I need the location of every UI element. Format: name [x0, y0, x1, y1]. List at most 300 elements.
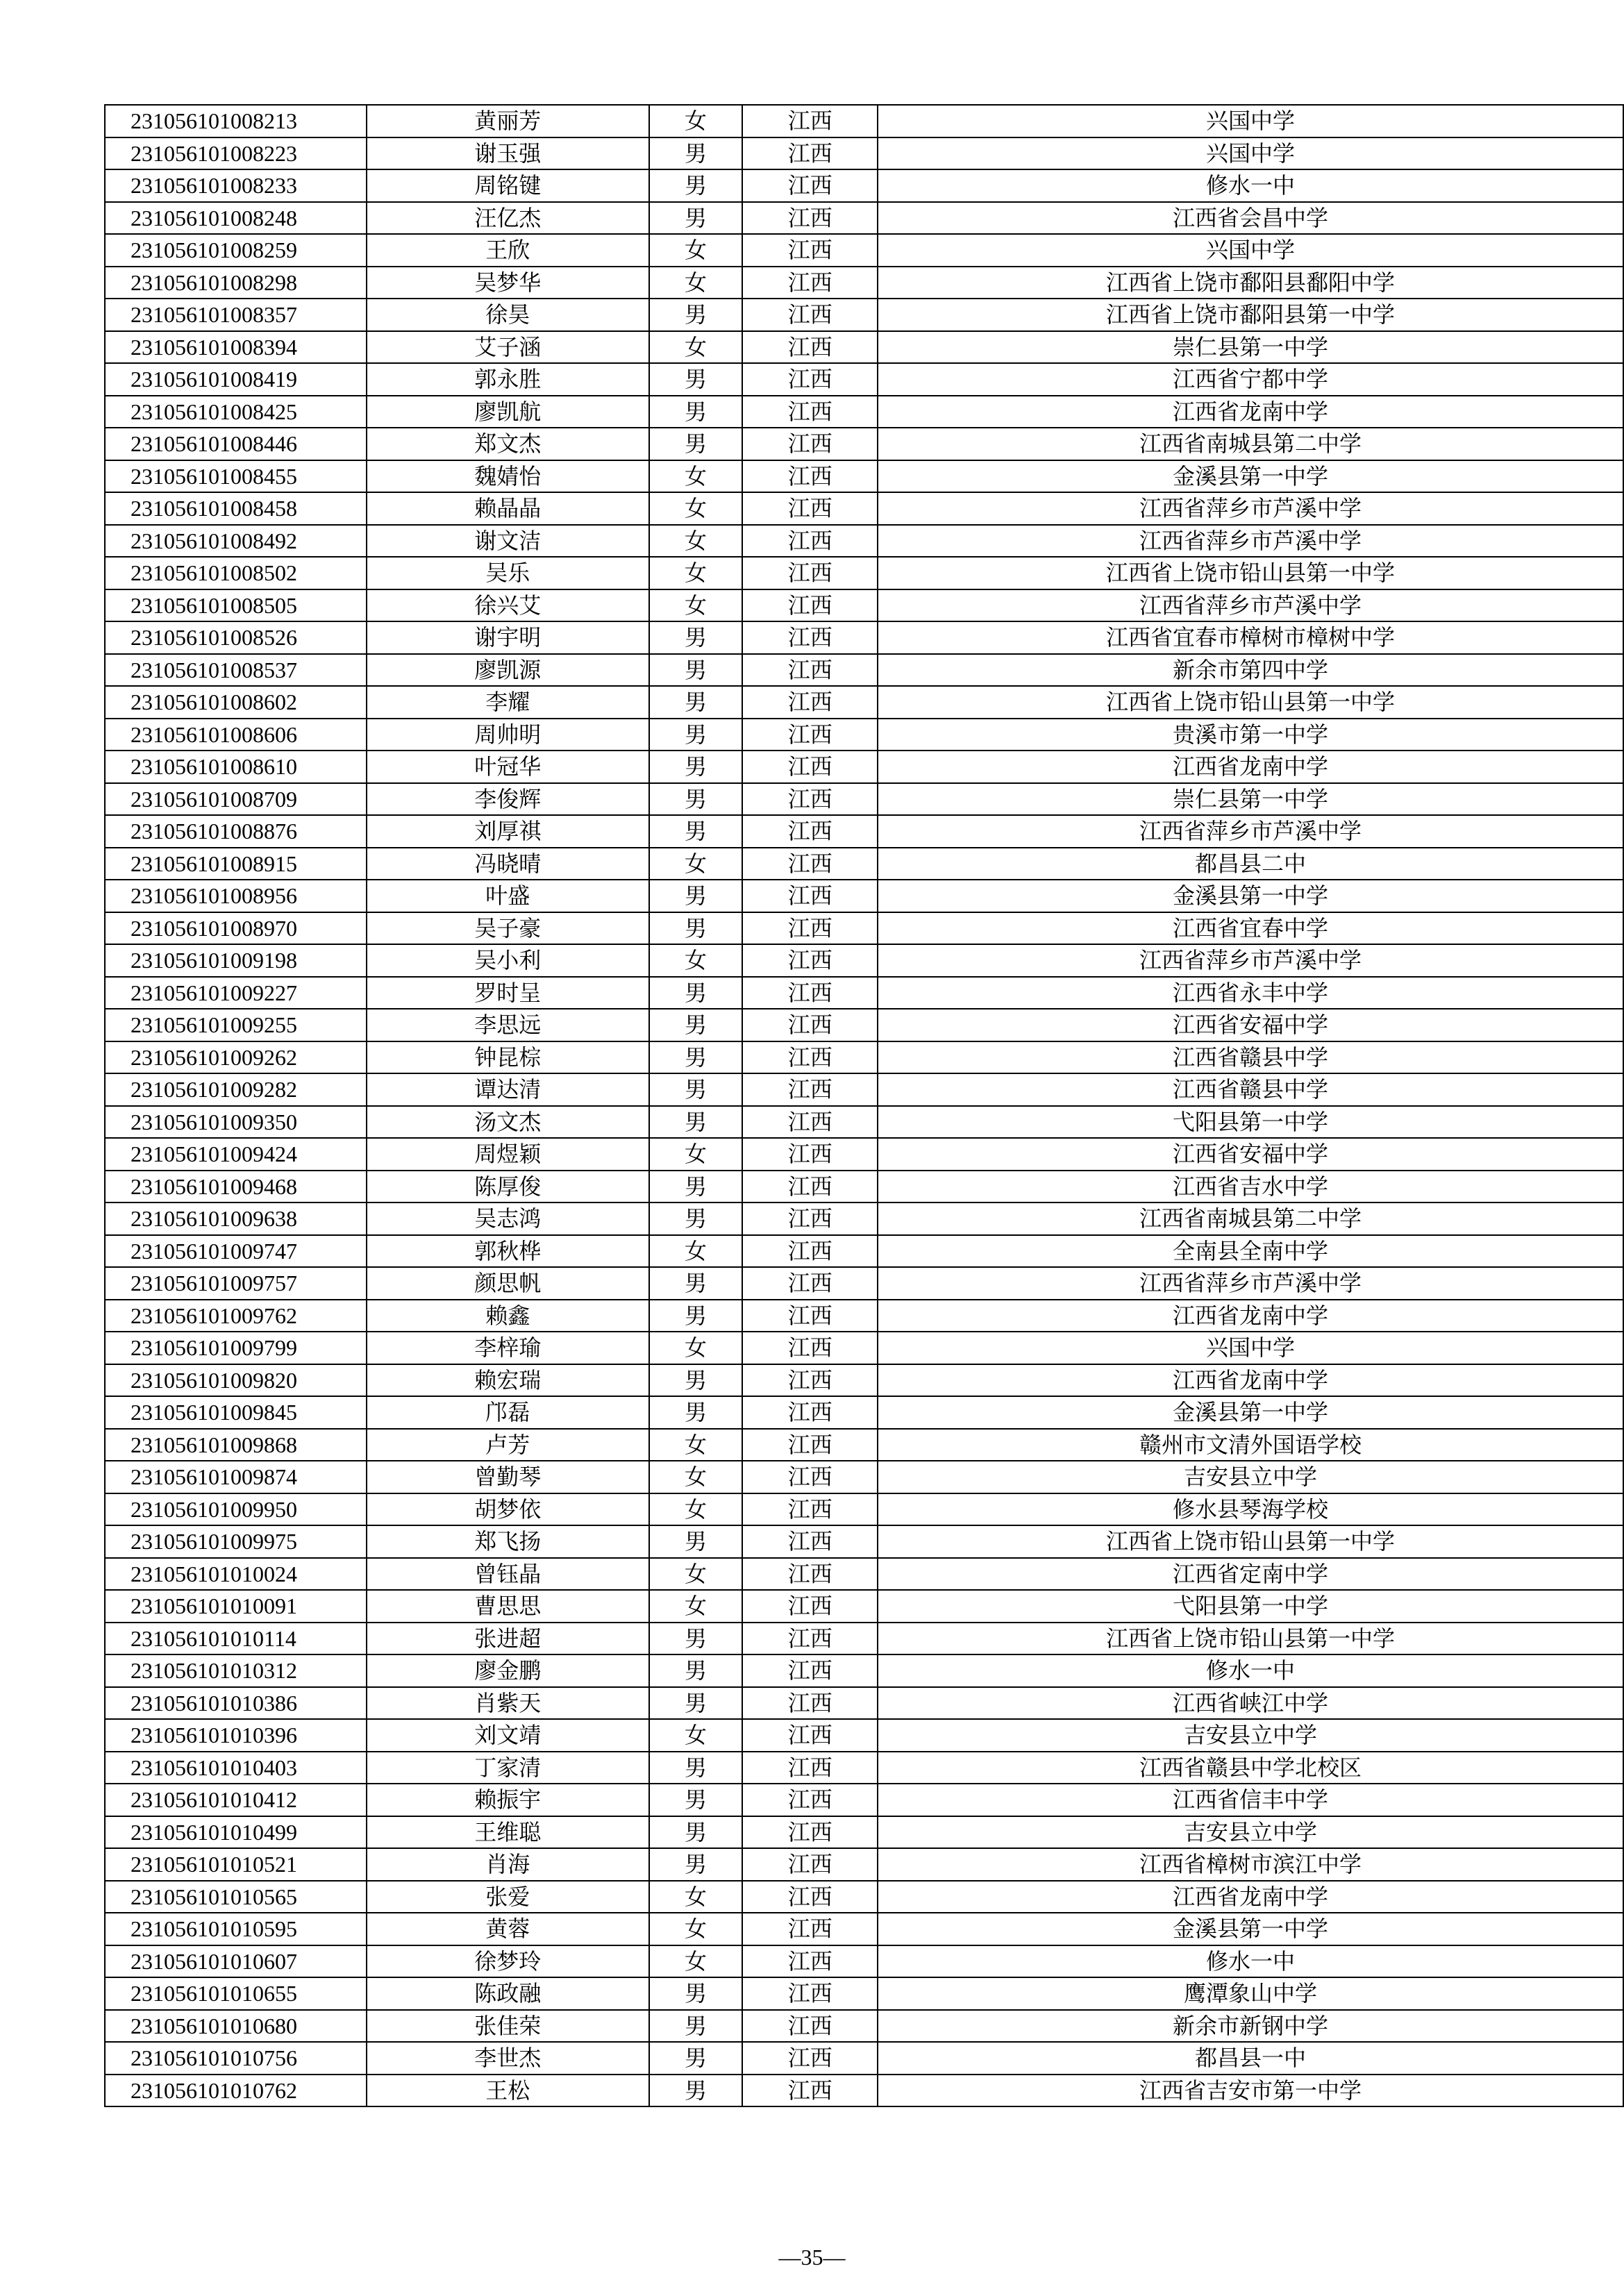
- gender-cell: 男: [649, 1977, 743, 2010]
- school-cell: 江西省赣县中学北校区: [878, 1752, 1623, 1784]
- province-cell: 江西: [742, 1429, 878, 1461]
- table-row: [105, 848, 1623, 880]
- name-cell: 吴梦华: [367, 267, 649, 299]
- school-cell: 吉安县立中学: [878, 1816, 1623, 1849]
- gender-cell: 男: [649, 1752, 743, 1784]
- exam-number-cell: 231056101008213: [105, 105, 367, 137]
- gender-cell: 男: [649, 1203, 743, 1235]
- province-cell: 江西: [742, 1461, 878, 1493]
- province-cell: 江西: [742, 460, 878, 493]
- name-cell: 颜思帆: [367, 1267, 649, 1300]
- gender-cell: 男: [649, 1041, 743, 1074]
- exam-number-cell: 231056101009468: [105, 1171, 367, 1203]
- exam-number-cell: 231056101010396: [105, 1719, 367, 1752]
- exam-number-cell: 231056101008233: [105, 169, 367, 202]
- school-cell: 弋阳县第一中学: [878, 1590, 1623, 1623]
- gender-cell: 男: [649, 686, 743, 719]
- gender-cell: 男: [649, 1525, 743, 1558]
- gender-cell: 男: [649, 783, 743, 816]
- province-cell: 江西: [742, 1623, 878, 1655]
- name-cell: 谢玉强: [367, 137, 649, 170]
- table-row: [105, 1429, 1623, 1461]
- name-cell: 钟昆棕: [367, 1041, 649, 1074]
- gender-cell: 男: [649, 1396, 743, 1429]
- exam-number-cell: 231056101010607: [105, 1945, 367, 1978]
- table-row: [105, 1881, 1623, 1913]
- school-cell: 江西省萍乡市芦溪中学: [878, 525, 1623, 558]
- school-cell: 江西省吉水中学: [878, 1171, 1623, 1203]
- province-cell: 江西: [742, 1525, 878, 1558]
- exam-number-cell: 231056101009757: [105, 1267, 367, 1300]
- province-cell: 江西: [742, 654, 878, 687]
- gender-cell: 女: [649, 944, 743, 977]
- school-cell: 吉安县立中学: [878, 1719, 1623, 1752]
- gender-cell: 男: [649, 1267, 743, 1300]
- gender-cell: 男: [649, 1816, 743, 1849]
- gender-cell: 女: [649, 848, 743, 880]
- school-cell: 江西省宜春市樟树市樟树中学: [878, 621, 1623, 654]
- school-cell: 全南县全南中学: [878, 1235, 1623, 1268]
- name-cell: 汤文杰: [367, 1106, 649, 1139]
- exam-number-cell: 231056101008956: [105, 880, 367, 912]
- name-cell: 王松: [367, 2075, 649, 2107]
- school-cell: 江西省南城县第二中学: [878, 1203, 1623, 1235]
- gender-cell: 女: [649, 1913, 743, 1945]
- province-cell: 江西: [742, 1493, 878, 1526]
- table-row: [105, 1461, 1623, 1493]
- exam-number-cell: 231056101010762: [105, 2075, 367, 2107]
- name-cell: 郑文杰: [367, 428, 649, 460]
- student-list-body: [105, 105, 1623, 2106]
- table-row: [105, 428, 1623, 460]
- name-cell: 陈厚俊: [367, 1171, 649, 1203]
- name-cell: 廖凯航: [367, 396, 649, 428]
- name-cell: 王欣: [367, 234, 649, 267]
- exam-number-cell: 231056101008526: [105, 621, 367, 654]
- school-cell: 贵溪市第一中学: [878, 719, 1623, 751]
- exam-number-cell: 231056101009227: [105, 977, 367, 1009]
- table-row: [105, 621, 1623, 654]
- exam-number-cell: 231056101008505: [105, 589, 367, 622]
- gender-cell: 女: [649, 105, 743, 137]
- table-row: [105, 1623, 1623, 1655]
- exam-number-cell: 231056101009845: [105, 1396, 367, 1429]
- exam-number-cell: 231056101010565: [105, 1881, 367, 1913]
- province-cell: 江西: [742, 751, 878, 783]
- exam-number-cell: 231056101009198: [105, 944, 367, 977]
- exam-number-cell: 231056101008419: [105, 363, 367, 396]
- exam-number-cell: 231056101008602: [105, 686, 367, 719]
- name-cell: 吴乐: [367, 557, 649, 589]
- exam-number-cell: 231056101009350: [105, 1106, 367, 1139]
- school-cell: 崇仁县第一中学: [878, 331, 1623, 364]
- province-cell: 江西: [742, 363, 878, 396]
- province-cell: 江西: [742, 299, 878, 331]
- province-cell: 江西: [742, 137, 878, 170]
- province-cell: 江西: [742, 1752, 878, 1784]
- gender-cell: 男: [649, 1171, 743, 1203]
- gender-cell: 女: [649, 1138, 743, 1171]
- name-cell: 卢芳: [367, 1429, 649, 1461]
- exam-number-cell: 231056101009747: [105, 1235, 367, 1268]
- exam-number-cell: 231056101009975: [105, 1525, 367, 1558]
- name-cell: 黄蓉: [367, 1913, 649, 1945]
- gender-cell: 男: [649, 428, 743, 460]
- table-row: [105, 1913, 1623, 1945]
- name-cell: 郭秋桦: [367, 1235, 649, 1268]
- exam-number-cell: 231056101008425: [105, 396, 367, 428]
- gender-cell: 男: [649, 1687, 743, 1720]
- table-row: [105, 751, 1623, 783]
- school-cell: 金溪县第一中学: [878, 460, 1623, 493]
- province-cell: 江西: [742, 1073, 878, 1106]
- exam-number-cell: 231056101008537: [105, 654, 367, 687]
- name-cell: 吴小利: [367, 944, 649, 977]
- exam-number-cell: 231056101008492: [105, 525, 367, 558]
- table-row: [105, 1106, 1623, 1139]
- province-cell: 江西: [742, 331, 878, 364]
- name-cell: 周帅明: [367, 719, 649, 751]
- school-cell: 江西省上饶市铅山县第一中学: [878, 557, 1623, 589]
- school-cell: 兴国中学: [878, 105, 1623, 137]
- school-cell: 修水一中: [878, 1654, 1623, 1687]
- table-row: [105, 1235, 1623, 1268]
- school-cell: 江西省宜春中学: [878, 912, 1623, 945]
- exam-number-cell: 231056101009282: [105, 1073, 367, 1106]
- province-cell: 江西: [742, 686, 878, 719]
- gender-cell: 男: [649, 1848, 743, 1881]
- name-cell: 谢宇明: [367, 621, 649, 654]
- province-cell: 江西: [742, 589, 878, 622]
- province-cell: 江西: [742, 1848, 878, 1881]
- table-row: [105, 1041, 1623, 1074]
- name-cell: 赖晶晶: [367, 492, 649, 525]
- gender-cell: 男: [649, 751, 743, 783]
- gender-cell: 男: [649, 912, 743, 945]
- province-cell: 江西: [742, 880, 878, 912]
- exam-number-cell: 231056101008357: [105, 299, 367, 331]
- exam-number-cell: 231056101008606: [105, 719, 367, 751]
- exam-number-cell: 231056101010680: [105, 2010, 367, 2043]
- exam-number-cell: 231056101009424: [105, 1138, 367, 1171]
- exam-number-cell: 231056101008458: [105, 492, 367, 525]
- province-cell: 江西: [742, 1235, 878, 1268]
- table-row: [105, 1332, 1623, 1364]
- table-row: [105, 1719, 1623, 1752]
- school-cell: 江西省会昌中学: [878, 202, 1623, 235]
- table-row: [105, 299, 1623, 331]
- exam-number-cell: 231056101010756: [105, 2042, 367, 2075]
- gender-cell: 女: [649, 1558, 743, 1591]
- table-row: [105, 1687, 1623, 1720]
- name-cell: 吴志鸿: [367, 1203, 649, 1235]
- gender-cell: 女: [649, 1719, 743, 1752]
- province-cell: 江西: [742, 1364, 878, 1397]
- name-cell: 李世杰: [367, 2042, 649, 2075]
- school-cell: 江西省永丰中学: [878, 977, 1623, 1009]
- name-cell: 廖金鹏: [367, 1654, 649, 1687]
- school-cell: 江西省龙南中学: [878, 1364, 1623, 1397]
- province-cell: 江西: [742, 1009, 878, 1041]
- name-cell: 徐梦玲: [367, 1945, 649, 1978]
- name-cell: 张进超: [367, 1623, 649, 1655]
- school-cell: 江西省龙南中学: [878, 1300, 1623, 1332]
- table-row: [105, 1300, 1623, 1332]
- name-cell: 胡梦依: [367, 1493, 649, 1526]
- province-cell: 江西: [742, 1267, 878, 1300]
- page-number: —35—: [778, 2245, 846, 2270]
- gender-cell: 男: [649, 977, 743, 1009]
- name-cell: 刘厚祺: [367, 815, 649, 848]
- gender-cell: 男: [649, 654, 743, 687]
- table-row: [105, 1267, 1623, 1300]
- name-cell: 张爱: [367, 1881, 649, 1913]
- table-row: [105, 1590, 1623, 1623]
- table-row: [105, 1977, 1623, 2010]
- table-row: [105, 1009, 1623, 1041]
- school-cell: 江西省赣县中学: [878, 1041, 1623, 1074]
- school-cell: 吉安县立中学: [878, 1461, 1623, 1493]
- name-cell: 王维聪: [367, 1816, 649, 1849]
- province-cell: 江西: [742, 1558, 878, 1591]
- table-row: [105, 1848, 1623, 1881]
- school-cell: 兴国中学: [878, 1332, 1623, 1364]
- exam-number-cell: 231056101009638: [105, 1203, 367, 1235]
- gender-cell: 女: [649, 1235, 743, 1268]
- table-row: [105, 169, 1623, 202]
- exam-number-cell: 231056101010412: [105, 1784, 367, 1816]
- name-cell: 周铭键: [367, 169, 649, 202]
- table-row: [105, 2075, 1623, 2107]
- table-row: [105, 460, 1623, 493]
- province-cell: 江西: [742, 912, 878, 945]
- gender-cell: 男: [649, 2010, 743, 2043]
- gender-cell: 男: [649, 621, 743, 654]
- school-cell: 江西省上饶市铅山县第一中学: [878, 1623, 1623, 1655]
- school-cell: 江西省峡江中学: [878, 1687, 1623, 1720]
- table-row: [105, 557, 1623, 589]
- province-cell: 江西: [742, 169, 878, 202]
- exam-number-cell: 231056101008259: [105, 234, 367, 267]
- exam-number-cell: 231056101008223: [105, 137, 367, 170]
- table-row: [105, 1364, 1623, 1397]
- table-row: [105, 1171, 1623, 1203]
- province-cell: 江西: [742, 492, 878, 525]
- exam-number-cell: 231056101010403: [105, 1752, 367, 1784]
- exam-number-cell: 231056101008610: [105, 751, 367, 783]
- gender-cell: 女: [649, 557, 743, 589]
- gender-cell: 女: [649, 267, 743, 299]
- school-cell: 兴国中学: [878, 234, 1623, 267]
- school-cell: 江西省龙南中学: [878, 1881, 1623, 1913]
- gender-cell: 女: [649, 1332, 743, 1364]
- province-cell: 江西: [742, 815, 878, 848]
- gender-cell: 男: [649, 1300, 743, 1332]
- school-cell: 江西省赣县中学: [878, 1073, 1623, 1106]
- gender-cell: 男: [649, 2042, 743, 2075]
- exam-number-cell: 231056101008876: [105, 815, 367, 848]
- gender-cell: 男: [649, 363, 743, 396]
- province-cell: 江西: [742, 1106, 878, 1139]
- name-cell: 魏婧怡: [367, 460, 649, 493]
- exam-number-cell: 231056101010521: [105, 1848, 367, 1881]
- exam-number-cell: 231056101009874: [105, 1461, 367, 1493]
- gender-cell: 男: [649, 169, 743, 202]
- gender-cell: 男: [649, 1623, 743, 1655]
- gender-cell: 女: [649, 331, 743, 364]
- table-row: [105, 654, 1623, 687]
- school-cell: 都昌县一中: [878, 2042, 1623, 2075]
- name-cell: 李思远: [367, 1009, 649, 1041]
- gender-cell: 女: [649, 460, 743, 493]
- province-cell: 江西: [742, 848, 878, 880]
- exam-number-cell: 231056101010114: [105, 1623, 367, 1655]
- name-cell: 曾钰晶: [367, 1558, 649, 1591]
- school-cell: 江西省萍乡市芦溪中学: [878, 1267, 1623, 1300]
- name-cell: 肖海: [367, 1848, 649, 1881]
- name-cell: 徐兴艾: [367, 589, 649, 622]
- table-row: [105, 492, 1623, 525]
- province-cell: 江西: [742, 557, 878, 589]
- exam-number-cell: 231056101008394: [105, 331, 367, 364]
- school-cell: 江西省萍乡市芦溪中学: [878, 492, 1623, 525]
- table-row: [105, 234, 1623, 267]
- table-row: [105, 137, 1623, 170]
- gender-cell: 男: [649, 2075, 743, 2107]
- province-cell: 江西: [742, 2042, 878, 2075]
- province-cell: 江西: [742, 1913, 878, 1945]
- gender-cell: 男: [649, 1009, 743, 1041]
- name-cell: 汪亿杰: [367, 202, 649, 235]
- name-cell: 邝磊: [367, 1396, 649, 1429]
- exam-number-cell: 231056101010655: [105, 1977, 367, 2010]
- table-row: [105, 719, 1623, 751]
- name-cell: 叶冠华: [367, 751, 649, 783]
- gender-cell: 男: [649, 1106, 743, 1139]
- table-row: [105, 1654, 1623, 1687]
- school-cell: 弋阳县第一中学: [878, 1106, 1623, 1139]
- school-cell: 新余市新钢中学: [878, 2010, 1623, 2043]
- table-row: [105, 1493, 1623, 1526]
- exam-number-cell: 231056101008970: [105, 912, 367, 945]
- exam-number-cell: 231056101010091: [105, 1590, 367, 1623]
- school-cell: 修水县琴海学校: [878, 1493, 1623, 1526]
- table-row: [105, 880, 1623, 912]
- school-cell: 江西省樟树市滨江中学: [878, 1848, 1623, 1881]
- exam-number-cell: 231056101010312: [105, 1654, 367, 1687]
- table-row: [105, 944, 1623, 977]
- gender-cell: 男: [649, 299, 743, 331]
- school-cell: 崇仁县第一中学: [878, 783, 1623, 816]
- name-cell: 李耀: [367, 686, 649, 719]
- province-cell: 江西: [742, 1203, 878, 1235]
- province-cell: 江西: [742, 783, 878, 816]
- gender-cell: 女: [649, 1493, 743, 1526]
- exam-number-cell: 231056101009950: [105, 1493, 367, 1526]
- school-cell: 江西省吉安市第一中学: [878, 2075, 1623, 2107]
- gender-cell: 男: [649, 880, 743, 912]
- name-cell: 赖鑫: [367, 1300, 649, 1332]
- name-cell: 陈政融: [367, 1977, 649, 2010]
- exam-number-cell: 231056101010386: [105, 1687, 367, 1720]
- table-row: [105, 912, 1623, 945]
- table-row: [105, 1945, 1623, 1978]
- table-row: [105, 2042, 1623, 2075]
- name-cell: 廖凯源: [367, 654, 649, 687]
- table-row: [105, 815, 1623, 848]
- name-cell: 肖紫天: [367, 1687, 649, 1720]
- school-cell: 江西省定南中学: [878, 1558, 1623, 1591]
- name-cell: 张佳荣: [367, 2010, 649, 2043]
- table-row: [105, 1784, 1623, 1816]
- name-cell: 徐昊: [367, 299, 649, 331]
- exam-number-cell: 231056101009255: [105, 1009, 367, 1041]
- table-row: [105, 105, 1623, 137]
- school-cell: 江西省萍乡市芦溪中学: [878, 589, 1623, 622]
- name-cell: 叶盛: [367, 880, 649, 912]
- province-cell: 江西: [742, 1171, 878, 1203]
- school-cell: 江西省上饶市铅山县第一中学: [878, 1525, 1623, 1558]
- name-cell: 曹思思: [367, 1590, 649, 1623]
- exam-number-cell: 231056101008455: [105, 460, 367, 493]
- province-cell: 江西: [742, 977, 878, 1009]
- school-cell: 都昌县二中: [878, 848, 1623, 880]
- table-row: [105, 1203, 1623, 1235]
- exam-number-cell: 231056101009762: [105, 1300, 367, 1332]
- province-cell: 江西: [742, 621, 878, 654]
- gender-cell: 男: [649, 1073, 743, 1106]
- province-cell: 江西: [742, 202, 878, 235]
- province-cell: 江西: [742, 2075, 878, 2107]
- exam-number-cell: 231056101009868: [105, 1429, 367, 1461]
- table-row: [105, 2010, 1623, 2043]
- table-row: [105, 1558, 1623, 1591]
- province-cell: 江西: [742, 1654, 878, 1687]
- table-row: [105, 202, 1623, 235]
- gender-cell: 男: [649, 1364, 743, 1397]
- name-cell: 周煜颖: [367, 1138, 649, 1171]
- name-cell: 艾子涵: [367, 331, 649, 364]
- name-cell: 李梓瑜: [367, 1332, 649, 1364]
- school-cell: 江西省上饶市铅山县第一中学: [878, 686, 1623, 719]
- table-row: [105, 1396, 1623, 1429]
- table-row: [105, 396, 1623, 428]
- school-cell: 江西省安福中学: [878, 1138, 1623, 1171]
- province-cell: 江西: [742, 1977, 878, 2010]
- table-row: [105, 1073, 1623, 1106]
- name-cell: 赖振宇: [367, 1784, 649, 1816]
- province-cell: 江西: [742, 1041, 878, 1074]
- school-cell: 修水一中: [878, 1945, 1623, 1978]
- school-cell: 金溪县第一中学: [878, 1396, 1623, 1429]
- name-cell: 丁家清: [367, 1752, 649, 1784]
- gender-cell: 女: [649, 1590, 743, 1623]
- exam-number-cell: 231056101009820: [105, 1364, 367, 1397]
- province-cell: 江西: [742, 525, 878, 558]
- province-cell: 江西: [742, 267, 878, 299]
- exam-number-cell: 231056101008248: [105, 202, 367, 235]
- gender-cell: 男: [649, 815, 743, 848]
- table-row: [105, 267, 1623, 299]
- gender-cell: 女: [649, 1881, 743, 1913]
- gender-cell: 女: [649, 1461, 743, 1493]
- province-cell: 江西: [742, 396, 878, 428]
- school-cell: 江西省南城县第二中学: [878, 428, 1623, 460]
- name-cell: 郑飞扬: [367, 1525, 649, 1558]
- name-cell: 郭永胜: [367, 363, 649, 396]
- school-cell: 兴国中学: [878, 137, 1623, 170]
- table-row: [105, 686, 1623, 719]
